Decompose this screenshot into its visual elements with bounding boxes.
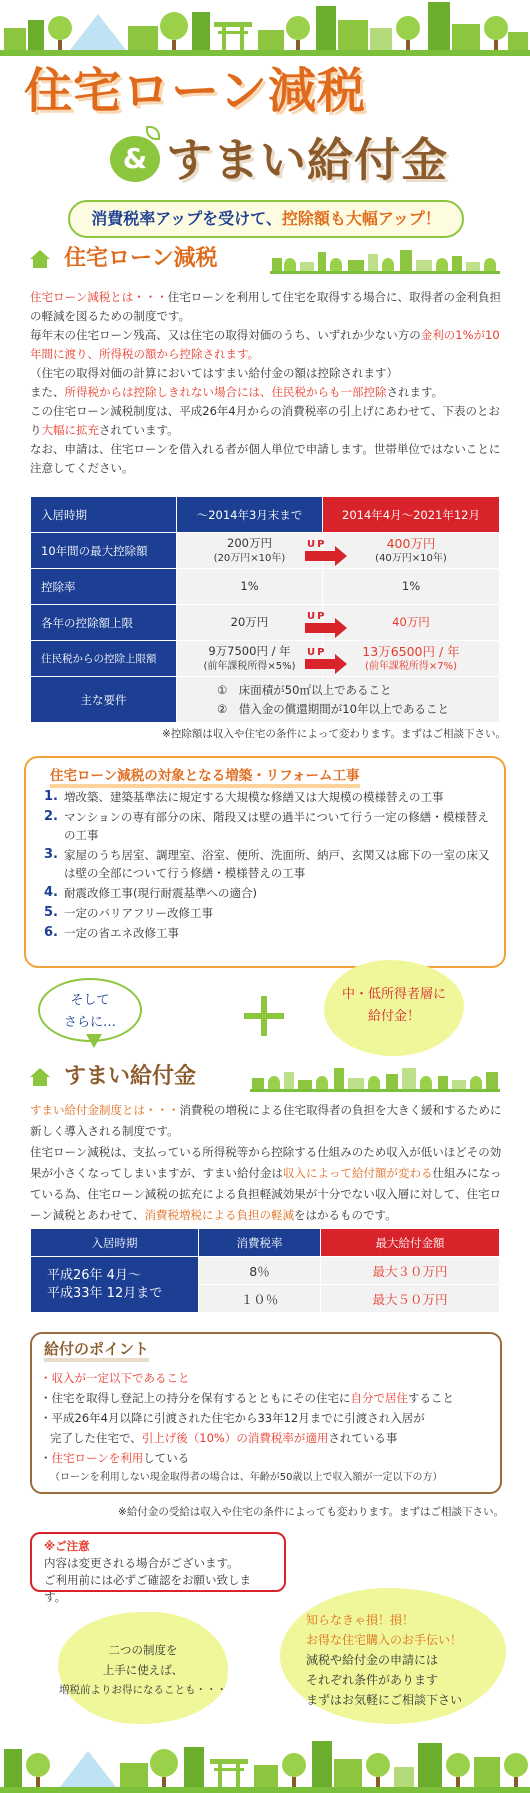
notice-line: ご利用前には必ずご確認をお願い致します。: [44, 1573, 251, 1604]
table-row: [31, 677, 500, 723]
blob-line: 上手に使えば、: [102, 1663, 184, 1677]
ampersand-badge: &: [110, 136, 160, 182]
list-item: [40, 1428, 500, 1448]
up-label: UP: [307, 611, 327, 622]
loan-desc-3: （住宅の取得対価の計算においてはすまい給付金の額は控除されます）: [30, 366, 398, 380]
list-item: [44, 924, 496, 942]
item-text: 一定の省エネ改修工事: [64, 926, 179, 940]
kyufu-desc-2a: 住宅ローン減税は、支払っている所得税等から控除する仕組みのため収入が低いほどその効果が小さくなってしまいますが、すまい給付金は: [30, 1145, 502, 1180]
row-label: 主な要件: [31, 677, 177, 723]
item-num: 2.: [44, 809, 58, 824]
reform-title-text: 住宅ローン減税の対象となる増築・リフォーム工事: [50, 768, 360, 788]
house-icon: [30, 1068, 50, 1086]
kyufu-description: [30, 1100, 502, 1226]
item-text: 増改築、建築基準法に規定する大規模な修繕又は大規模の模様替えの工事: [64, 790, 444, 804]
blob-line: 減税や給付金の申請には: [306, 1653, 439, 1667]
loan-section-title: 住宅ローン減税: [64, 246, 218, 271]
list-item: [44, 788, 496, 806]
before-cell: [177, 641, 323, 677]
loan-description: [30, 288, 502, 478]
before-value: 9万7500円 / 年: [208, 643, 291, 658]
loan-desc-5a: この住宅ローン減税制度は、平成26年4月からの消費税率の引上げにあわせて、下表のとおり: [30, 404, 500, 437]
up-arrow-icon: [305, 647, 353, 673]
before-note: (20万円×10年): [213, 552, 286, 564]
item-num: 5.: [44, 905, 58, 920]
loan-desc-5b: されています。: [99, 423, 179, 437]
list-item: [44, 884, 496, 902]
bottom-town-illustration: [0, 1737, 530, 1793]
mini-town-icon: [250, 1066, 500, 1092]
mini-town-icon: [270, 248, 500, 274]
list-item: ・平成26年4月以降に引渡された住宅から33年12月までに引渡され入居が: [40, 1411, 425, 1425]
table-header-row: [31, 497, 500, 533]
tip-blob-right: [280, 1588, 506, 1724]
point-text: されている事: [328, 1431, 398, 1445]
table-header-row: [31, 1229, 500, 1257]
rate-cell: １０％: [199, 1285, 321, 1313]
loan-desc-4a: また、: [30, 385, 65, 399]
period-cell: [31, 1257, 199, 1313]
point-text: ・: [40, 1451, 52, 1465]
bubble-line: 中・低所得者層に: [341, 987, 446, 1002]
points-box-title: [44, 1338, 149, 1359]
kyufu-desc-2o2: 消費税増税による負担の軽減: [144, 1208, 295, 1222]
before-cell: 20万円: [177, 605, 323, 641]
point-text: している: [143, 1451, 190, 1465]
rate-cell: 8％: [199, 1257, 321, 1285]
point-text: ・住宅を取得し登記上の持分を保有するとともにその住宅に: [40, 1391, 351, 1405]
banner-highlight: 控除額も大幅アップ！: [281, 209, 441, 228]
table-header-cell: ～2014年3月末まで: [177, 497, 323, 533]
item-text: マンションの専有部分の床、階段又は壁の過半について行う一定の修繕・模様替えの工事: [64, 810, 489, 842]
loan-section-header: [0, 244, 530, 274]
loan-desc-6: なお、申請は、住宅ローンを借入れる者が個人単位で申請します。世帯単位ではないことに注意してください。: [30, 442, 501, 475]
period-line: 平成26年 4月～: [47, 1267, 141, 1283]
kyufu-desc-1: 消費税の増税による住宅取得者の負担を大きく緩和するために新しく導入される制度です。: [30, 1103, 502, 1138]
before-value: 200万円: [227, 535, 272, 550]
points-title-text: 給付のポイント: [44, 1340, 149, 1362]
up-arrow-icon: [305, 611, 353, 637]
plus-icon: [244, 996, 284, 1036]
kyufu-section-title: すまい給付金: [64, 1064, 197, 1089]
amount-cell: 最大５０万円: [321, 1285, 500, 1313]
table-header-cell: 入居時期: [31, 497, 177, 533]
item-text: 家屋のうち居室、調理室、浴室、便所、洗面所、納戸、玄関又は廊下の一室の床又は壁の全部について行う修繕・模様替えの工事: [64, 848, 490, 880]
amount-cell: 最大３０万円: [321, 1257, 500, 1285]
reform-list: [44, 788, 496, 944]
after-value: 13万6500円 / 年: [362, 643, 460, 659]
after-note: (前年課税所得×7%): [364, 660, 458, 672]
notice-title: ※ご注意: [44, 1539, 90, 1553]
after-cell: [307, 605, 500, 641]
list-item: [40, 1388, 500, 1408]
loan-desc-5red: 大幅に拡充: [41, 423, 99, 437]
top-town-illustration: [0, 0, 530, 56]
period-line: 平成33年 12月まで: [47, 1285, 163, 1301]
table-header-cell: 2014年4月～2021年12月: [323, 497, 500, 533]
kyufu-desc-2o: 収入によって給付額が変わる: [283, 1166, 433, 1180]
table-row: [31, 569, 500, 605]
list-item: [40, 1448, 500, 1468]
point-red: 住宅ローンを利用: [51, 1451, 144, 1465]
before-note: (前年課税所得×5%): [203, 660, 296, 672]
table-row: [31, 605, 500, 641]
points-list: [40, 1368, 500, 1488]
main-title-loan: 住宅ローン減税: [24, 63, 367, 119]
row-label: 10年間の最大控除額: [31, 533, 177, 569]
row-label: 各年の控除額上限: [31, 605, 177, 641]
loan-desc-4b: されます。: [386, 385, 444, 399]
item-text: 耐震改修工事(現行耐震基準への適合): [64, 886, 257, 900]
notice-line: 内容は変更される場合がございます。: [44, 1556, 239, 1570]
banner-text: 消費税率アップを受けて、: [91, 209, 282, 228]
requirements-cell: [177, 677, 500, 723]
reform-box-title: [50, 764, 490, 784]
after-value: 40万円: [392, 615, 430, 629]
table-row: [31, 533, 500, 569]
point-red: 自分で居住: [350, 1391, 408, 1405]
before-cell: 1%: [177, 569, 323, 605]
leaf-icon: [146, 126, 160, 140]
speech-bubble-right: [324, 960, 464, 1056]
list-item: [44, 904, 496, 922]
table-row: [31, 641, 500, 677]
row-label: 控除率: [31, 569, 177, 605]
item-num: 4.: [44, 885, 58, 900]
points-note: ※給付金の受給は収入や住宅の条件によっても変わります。まずはご相談下さい。: [118, 1506, 504, 1518]
bubble-line: そして: [70, 993, 110, 1008]
after-cell: [307, 641, 500, 677]
after-cell: 1%: [323, 569, 500, 605]
item-text: 一定のバリアフリー改修工事: [64, 906, 214, 920]
point-text: 完了した住宅で、: [50, 1431, 142, 1445]
item-num: 1.: [44, 789, 58, 804]
table-header-cell: 消費税率: [199, 1229, 321, 1257]
bubble-line: 給付金！: [367, 1009, 420, 1024]
after-note: (40万円×10年): [375, 552, 447, 564]
kyufu-desc-2c: をはかるものです。: [294, 1208, 397, 1222]
kyufu-term: すまい給付金制度とは・・・: [30, 1103, 180, 1117]
blob-line: 増税前よりお得になることも・・・: [59, 1684, 227, 1696]
item-num: 6.: [44, 925, 58, 940]
loan-comparison-table: [30, 496, 500, 723]
bubble-line: さらに…: [63, 1015, 116, 1030]
table-row: [31, 1257, 500, 1285]
list-item: [44, 808, 496, 844]
before-cell: [177, 533, 323, 569]
kyufu-table: [30, 1228, 500, 1313]
requirement-1: ① 床面積が50㎡以上であること: [217, 682, 392, 697]
blob-line: まずはお気軽にご相談下さい: [306, 1693, 463, 1707]
blob-line: それぞれ条件があります: [306, 1673, 439, 1687]
list-item: ・収入が一定以下であること: [40, 1371, 190, 1385]
loan-desc-2red: 金利の1%が10年間に渡り、所得税の額から控除されます。: [30, 328, 500, 361]
point-red: 引上げ後（10%）の消費税率が適用: [141, 1431, 329, 1445]
table1-note: ※控除額は収入や住宅の条件によって変わります。まずはご相談下さい。: [162, 728, 506, 740]
loan-desc-1: 住宅ローンを利用して住宅を取得する場合に、取得者の金利負担の軽減を図るための制度です。: [30, 290, 502, 323]
after-value: 400万円: [386, 535, 436, 551]
blob-line: お得な住宅購入のお手伝い！: [306, 1633, 463, 1647]
loan-desc-4red: 所得税からは控除しきれない場合には、住民税からも一部控除: [64, 385, 387, 399]
kyufu-desc-2b: 仕組みになっている為、住宅ローン減税の拡充による負担軽減効果が十分でない収入層に対して、住宅ローン減税とあわせて、: [30, 1166, 502, 1222]
main-title-kyufu: すまい給付金: [166, 133, 448, 187]
point-text: すること: [408, 1391, 454, 1405]
up-label: UP: [307, 539, 327, 550]
list-item: [44, 846, 496, 882]
blob-line: 知らなきゃ損！損！: [306, 1613, 415, 1627]
item-num: 3.: [44, 847, 58, 862]
requirement-2: ② 借入金の償還期間が10年以上であること: [217, 701, 449, 716]
blob-line: 二つの制度を: [108, 1643, 178, 1657]
loan-term: 住宅ローン減税とは・・・: [30, 290, 168, 304]
loan-desc-2a: 毎年末の住宅ローン残高、又は住宅の取得対価のうち、いずれか少ない方の: [30, 328, 421, 342]
tax-up-banner: [68, 200, 464, 238]
after-cell: [307, 533, 500, 569]
table-header-cell: 入居時期: [31, 1229, 199, 1257]
tip-blob-left: [58, 1612, 228, 1724]
house-icon: [30, 250, 50, 268]
notice-box: [30, 1532, 286, 1604]
kyufu-section-header: [0, 1062, 530, 1092]
list-item: （ローンを利用しない現金取得者の場合は、年齢が50歳以上で収入額が一定以下の方）: [50, 1472, 443, 1483]
row-label: 住民税からの控除上限額: [31, 641, 177, 677]
bubble-tail: [86, 1034, 102, 1048]
table-header-cell: 最大給付金額: [321, 1229, 500, 1257]
up-label: UP: [307, 647, 327, 658]
up-arrow-icon: [305, 539, 353, 565]
speech-bubble-left: [38, 978, 142, 1042]
